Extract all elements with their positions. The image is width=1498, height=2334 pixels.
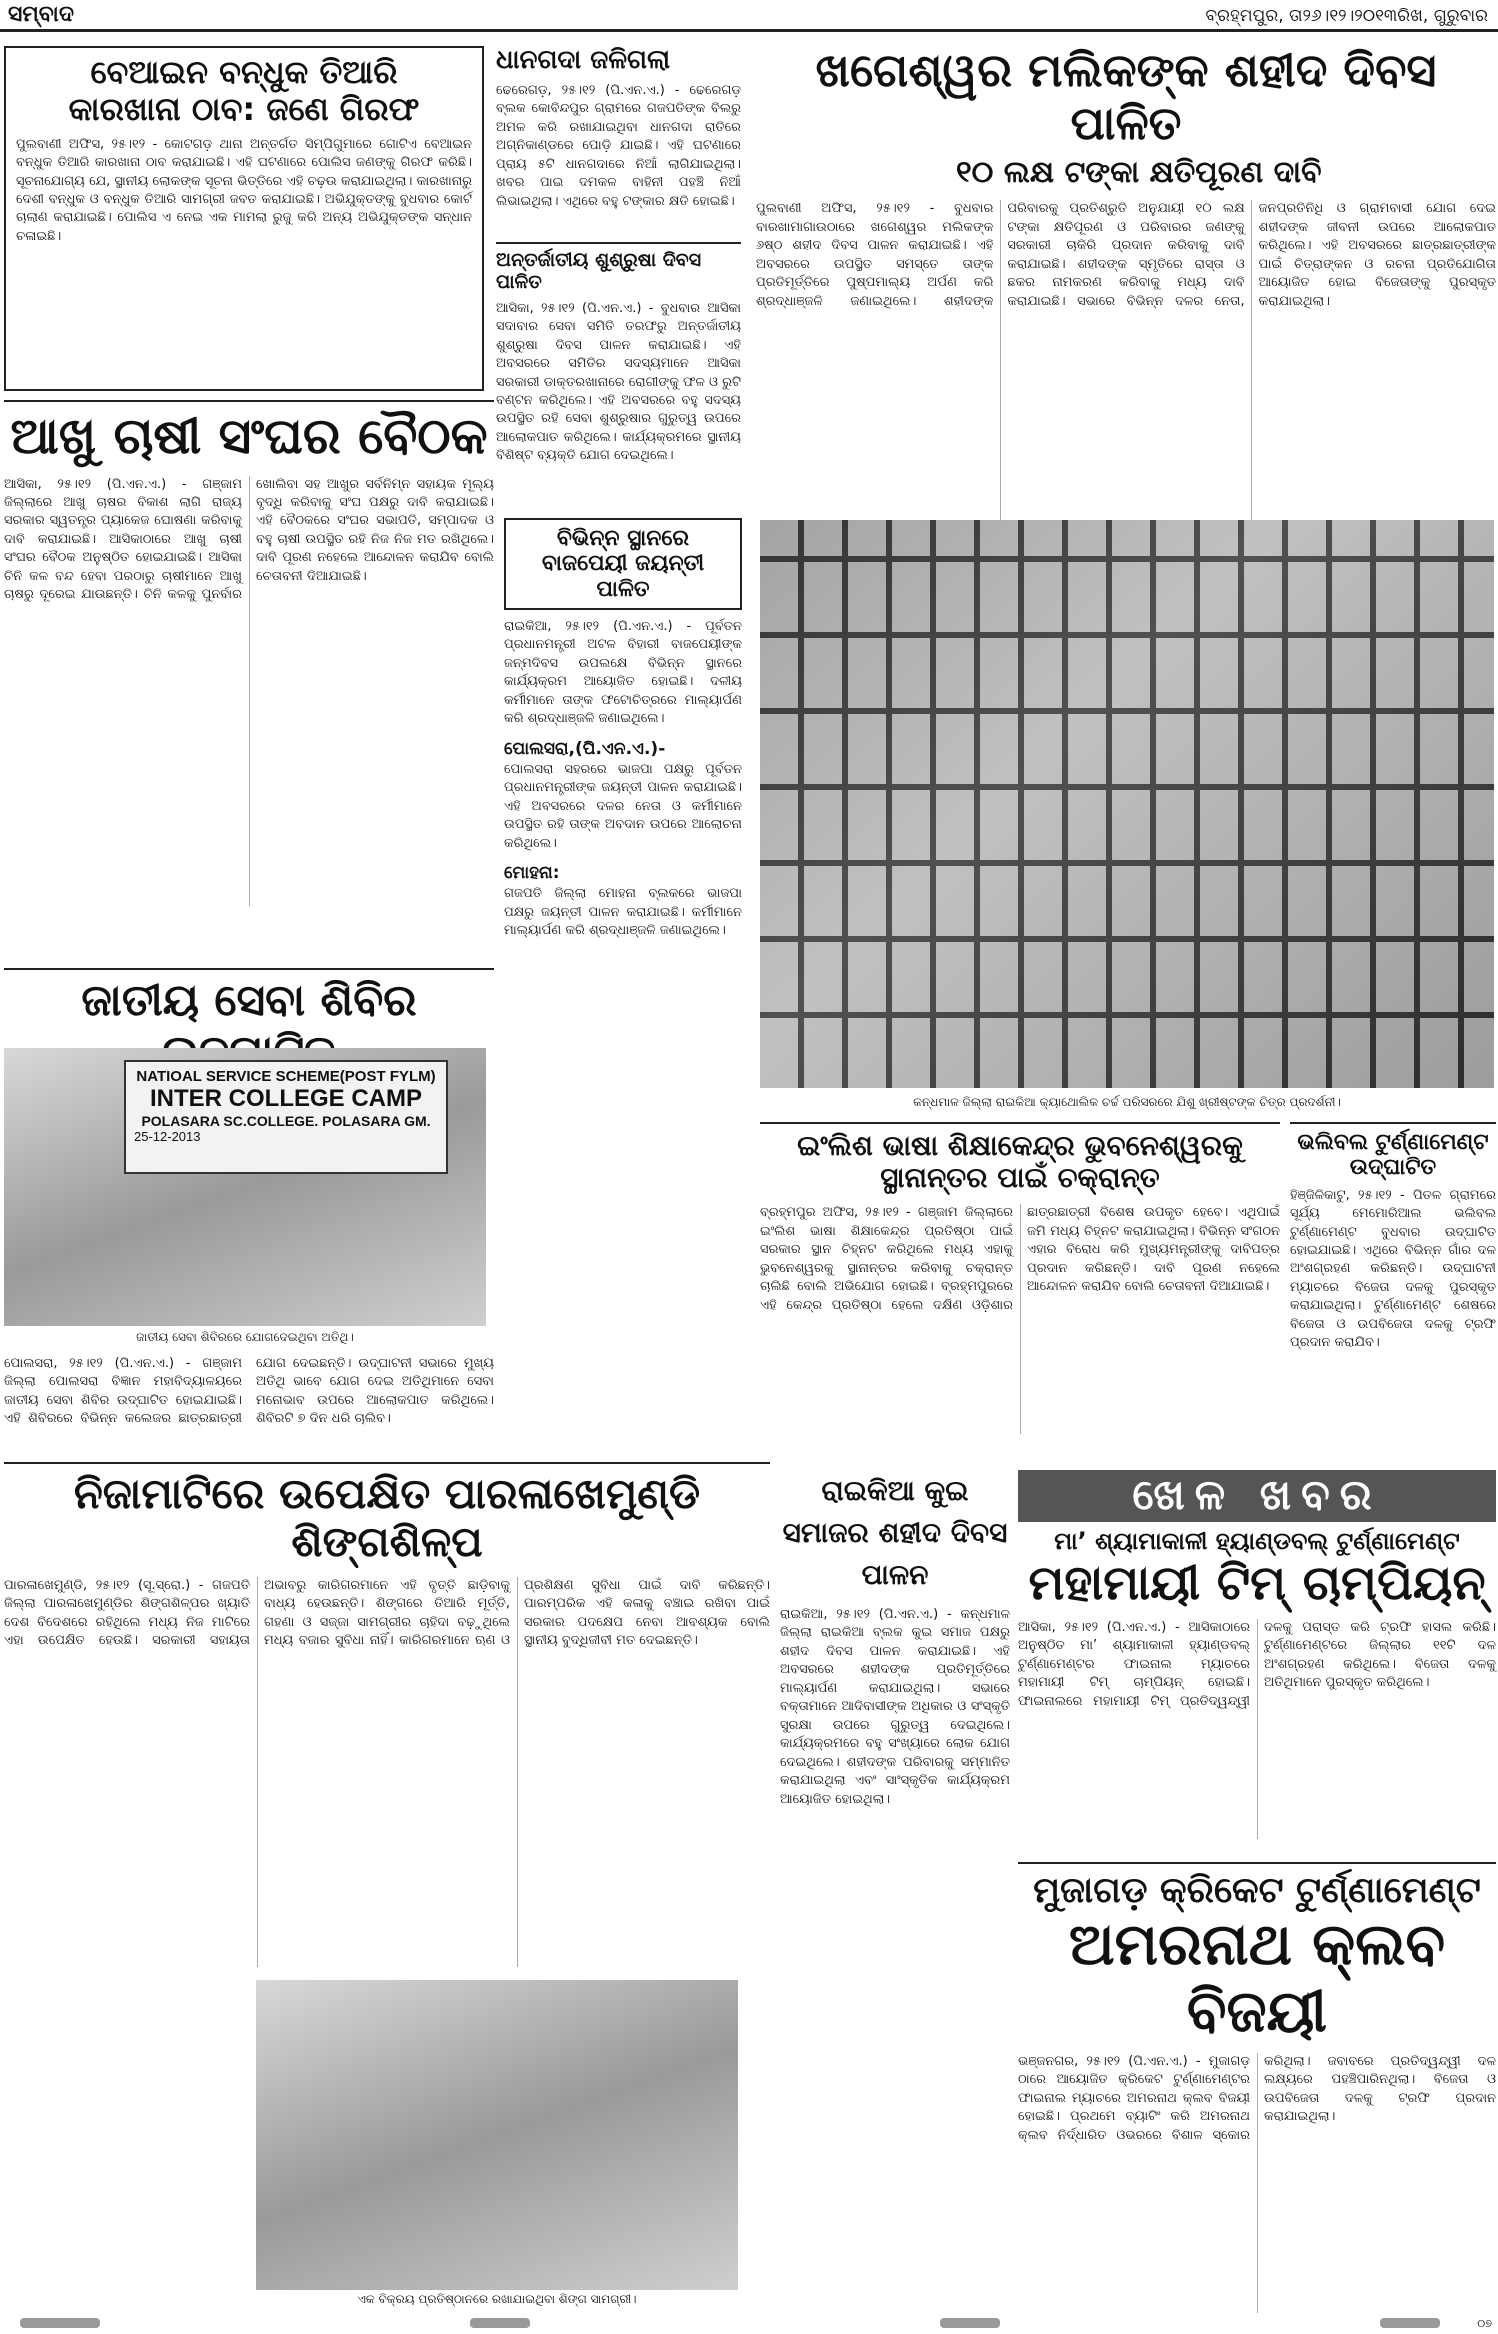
article-khageswar — [756, 44, 1496, 514]
headline: ଖଗେଶ୍ୱର ମଲିକଙ୍କ ଶହୀଦ ଦିବସ ପାଳିତ — [815, 43, 1437, 150]
footer-ornament — [470, 2318, 530, 2328]
headline: ଜାତୀୟ ସେବା ଶିବିର — [81, 975, 417, 1026]
banner-line: INTER COLLEGE CAMP — [149, 1085, 422, 1112]
photo-horn-craft — [256, 1980, 738, 2290]
article-body: ରାଇକିଆ, ୨୫।୧୨ (ପି.ଏନ.ଏ.) - ପୂର୍ବତନ ପ୍ରଧାନମନ୍ତ୍ରୀ ଅଟଳ ବିହାରୀ ବାଜପେୟୀଙ୍କ ଜନ୍ମଦିବସ ଉପଲକ୍ଷେ ବିଭିନ୍ନ ସ୍ଥାନରେ କାର୍ଯ୍ୟକ୍ରମ ଆୟୋଜିତ ହୋଇଛି। ଦଳୀୟ କର୍ମୀମାନେ ତାଙ୍କ ଫଟୋଚିତ୍ରରେ ମାଲ୍ୟାର୍ପଣ କରି ଶ୍ରଦ୍ଧାଞ୍ଜଳି ଜଣାଇଥିଲେ। — [504, 618, 742, 727]
article-body: ପୋଲସରା ସହରରେ ଭାଜପା ପକ୍ଷରୁ ପୂର୍ବତନ ପ୍ରଧାନମନ୍ତ୍ରୀଙ୍କ ଜୟନ୍ତୀ ପାଳନ କରାଯାଇଛି। ଏହି ଅବସରରେ ଦଳର ନେତା ଓ କର୍ମୀମାନେ ଉପସ୍ଥିତ ରହି ତାଙ୍କ ଅବଦାନ ଉପରେ ଆଲୋଚନା କରିଥିଲେ। — [504, 761, 742, 851]
headline: ଆଖୁ ଚାଷୀ ସଂଘର ବୈଠକ — [10, 407, 488, 465]
sports-kicker: ଖେଳ ଖବର — [1018, 1470, 1496, 1522]
headline: ଅମରନାଥ କ୍ଲବ ବିଜୟୀ — [1068, 1910, 1446, 2046]
article-cricket — [1018, 1862, 1496, 2312]
photo-caption: ଜାତୀୟ ସେବା ଶିବିରରେ ଯୋଗଦେଇଥିବା ଅତିଥି। — [136, 1330, 354, 1344]
article-body: ଭଞ୍ଜନଗର, ୨୫।୧୨ (ପି.ଏନ.ଏ.) - ମୁଜାଗଡ଼ ଠାରେ ଆୟୋଜିତ କ୍ରିକେଟ ଟୁର୍ଣ୍ଣାମେଣ୍ଟର ଫାଇନାଲ ମ୍ୟାଚରେ ଅମରନାଥ କ୍ଲବ ବିଜୟୀ ହୋଇଛି। ପ୍ରଥମେ ବ୍ୟାଟିଂ କରି ଅମରନାଥ କ୍ଲବ ନିର୍ଦ୍ଧାରିତ ଓଭରରେ ବିଶାଳ ସ୍କୋର କରିଥିଲା। ଜବାବରେ ପ୍ରତିଦ୍ୱନ୍ଦ୍ୱୀ ଦଳ ଲକ୍ଷ୍ୟରେ ପହଞ୍ଚିପାରିନଥିଲା। ବିଜେତା ଓ ଉପବିଜେତା ଦଳକୁ ଟ୍ରଫି ପ୍ରଦାନ କରାଯାଇଥିଲା। — [1018, 2053, 1496, 2143]
article-volleyball — [1290, 1122, 1496, 1457]
page-number: ୦୭ — [1477, 2317, 1492, 2330]
article-nursing-day — [496, 242, 741, 532]
article-body: ଗଜପତି ଜିଲ୍ଲା ମୋହନା ବ୍ଲକରେ ଭାଜପା ପକ୍ଷରୁ ଜୟନ୍ତୀ ପାଳନ କରାଯାଇଛି। କର୍ମୀମାନେ ମାଲ୍ୟାର୍ପଣ କରି ଶ୍ରଦ୍ଧାଞ୍ଜଳି ଜଣାଇଥିଲେ। — [504, 886, 742, 939]
drawings-on-wall — [760, 520, 1494, 1088]
page-header — [0, 0, 1498, 32]
paper-name: ସମ୍ବାଦ — [8, 2, 74, 27]
footer-ornament — [20, 2318, 100, 2328]
footer-ornament — [1380, 2318, 1440, 2328]
article-body: ଆସିକା, ୨୫।୧୨ (ପି.ଏନ.ଏ.) - ବୁଧବାର ଆସିକା ସଦାବାର ସେବା ସମିତି ତରଫରୁ ଅନ୍ତର୍ଜାତୀୟ ଶୁଶ୍ରୁଷା ଦିବସ ପାଳନ କରାଯାଇଛି। ଏହି ଅବସରରେ ସମିତିର ସଦସ୍ୟମାନେ ଆସିକା ସରକାରୀ ଡାକ୍ତରଖାନାରେ ରୋଗୀଙ୍କୁ ଫଳ ଓ ରୁଟି ବଣ୍ଟନ କରିଥିଲେ। ଏହି ଅବସରରେ ବହୁ ସଦସ୍ୟ ଉପସ୍ଥିତ ରହି ସେବା ଶୁଶ୍ରୁଷାର ଗୁରୁତ୍ୱ ଉପରେ ଆଲୋକପାତ କରିଥିଲେ। କାର୍ଯ୍ୟକ୍ରମରେ ସ୍ଥାନୀୟ ବିଶିଷ୍ଟ ବ୍ୟକ୍ତି ଯୋଗ ଦେଇଥିଲେ। — [496, 300, 741, 464]
article-body: ପାରଳାଖେମୁଣ୍ଡି, ୨୫।୧୨ (ସୂ.ସ୍ରୋ.) - ଗଜପତି ଜିଲ୍ଲା ପାରଳାଖେମୁଣ୍ଡିର ଶିଙ୍ଗଶିଳ୍ପର ଖ୍ୟାତି ଦେଶ ବିଦେଶରେ ରହିଥିଲେ ମଧ୍ୟ ନିଜ ମାଟିରେ ଏହା ଉପେକ୍ଷିତ ହେଉଛି। ସରକାରୀ ସହାୟତା ଅଭାବରୁ କାରିଗରମାନେ ଏହି ବୃତ୍ତି ଛାଡ଼ିବାକୁ ବାଧ୍ୟ ହେଉଛନ୍ତି। ଶିଙ୍ଗରେ ତିଆରି ମୂର୍ତ୍ତି, ଗହଣା ଓ ସଜ୍ଜା ସାମଗ୍ରୀର ଚାହିଦା ବଢ଼ୁଥିଲେ ମଧ୍ୟ ବଜାର ସୁବିଧା ନାହିଁ। କାରିଗରମାନେ ଋଣ ଓ ପ୍ରଶିକ୍ଷଣ ସୁବିଧା ପାଇଁ ଦାବି କରିଛନ୍ତି। ପାରମ୍ପରିକ ଏହି କଳାକୁ ବଞ୍ଚାଇ ରଖିବା ପାଇଁ ସରକାର ପଦକ୍ଷେପ ନେବା ଆବଶ୍ୟକ ବୋଲି ସ୍ଥାନୀୟ ବୁଦ୍ଧିଜୀବୀ ମତ ଦେଇଛନ୍ତି। — [4, 1577, 770, 1648]
article-handball — [1018, 1528, 1496, 1858]
article-body: ପୁଲବାଣୀ ଅଫିସ, ୨୫।୧୨ - କୋଟଗଡ଼ ଥାନା ଅନ୍ତର୍ଗତ ସିମ୍‌ପିଗୁମାରେ ଗୋଟିଏ ବେଆଇନ ବନ୍ଧୁକ ତିଆରି କାରଖାନା ଠାବ କରାଯାଇଛି। ଏହି ଘଟଣାରେ ପୋଲିସ ଜଣଙ୍କୁ ଗିରଫ କରିଛି। ସୂଚନାଯୋଗ୍ୟ ଯେ, ସ୍ଥାନୀୟ ଲୋକଙ୍କ ସୂଚନା ଭିତ୍ତିରେ ଏହି ଚଢ଼ଉ କରାଯାଇଥିଲା। କାରଖାନାରୁ ଦେଶୀ ବନ୍ଧୁକ ଓ ବନ୍ଧୁକ ତିଆରି ସାମଗ୍ରୀ ଜବତ କରାଯାଇଛି। ଅଭିଯୁକ୍ତଙ୍କୁ ବୁଧବାର କୋର୍ଟ ଚାଲାଣ କରାଯାଇଛି। ପୋଲିସ ଏ ନେଇ ଏକ ମାମଲା ରୁଜୁ କରି ଅନ୍ୟ ଅଭିଯୁକ୍ତଙ୍କ ସନ୍ଧାନ ଚଳାଇଛି। — [16, 136, 472, 244]
article-dhanagada — [496, 46, 741, 236]
article-nss-headline — [4, 968, 494, 1044]
article-body: ଆସିକା, ୨୫।୧୨ (ପି.ଏନ.ଏ.) - ଆସିକାଠାରେ ଅନୁଷ୍ଠିତ ମା’ ଶ୍ୟାମାକାଳୀ ହ୍ୟାଣ୍ଡବଲ୍ ଟୁର୍ଣ୍ଣାମେଣ୍ଟର ଫାଇନାଲ ମ୍ୟାଚରେ ମହାମାୟୀ ଟିମ୍ ଚାମ୍ପିୟନ୍ ହୋଇଛି। ଫାଇନାଲରେ ମହାମାୟୀ ଟିମ୍ ପ୍ରତିଦ୍ୱନ୍ଦ୍ୱୀ ଦଳକୁ ପରାସ୍ତ କରି ଟ୍ରଫି ହାସଲ କରିଛି। ଟୁର୍ଣ୍ଣାମେଣ୍ଟରେ ଜିଲ୍ଲାର ୧୧ଟି ଦଳ ଅଂଶଗ୍ରହଣ କରିଥିଲେ। ବିଜେତା ଦଳକୁ ଅତିଥିମାନେ ପୁରସ୍କୃତ କରିଥିଲେ। — [1018, 1619, 1496, 1709]
dateline: ପୋଲସରା,(ପି.ଏନ.ଏ.)- — [504, 738, 666, 759]
sub-headline: ମା’ ଶ୍ୟାମାକାଳୀ ହ୍ୟାଣ୍ଡବଲ୍ ଟୁର୍ଣ୍ଣାମେଣ୍ଟ — [1054, 1527, 1460, 1555]
banner-date: 25-12-2013 — [134, 1129, 201, 1144]
issue-date: ବ୍ରହ୍ମପୁର, ତା୨୬।୧୨।୨୦୧୩ରିଖ, ଗୁରୁବାର — [1205, 6, 1488, 26]
photo-caption: ଏକ ବିକ୍ରୟ ପ୍ରତିଷ୍ଠାନରେ ରଖାଯାଇଥିବା ଶିଙ୍ଗ ସାମଗ୍ରୀ। — [357, 2292, 637, 2306]
article-english-centre — [760, 1122, 1280, 1457]
article-raikia — [780, 1470, 1010, 2312]
photo-nss-camp — [4, 1048, 486, 1326]
headline: ନିଜାମାଟିରେ ଉପେକ୍ଷିତ ପାରଳାଖେମୁଣ୍ଡି ଶିଙ୍ଗଶିଳ୍ପ — [73, 1469, 701, 1567]
headline: ଧାନଗଦା ଜଳିଗଲା — [496, 45, 671, 75]
article-body: ପୋଲସରା, ୨୫।୧୨ (ପି.ଏନ.ଏ.) - ଗଞ୍ଜାମ ଜିଲ୍ଲା ପୋଲସରା ବିଜ୍ଞାନ ମହାବିଦ୍ୟାଳୟରେ ଜାତୀୟ ସେବା ଶିବିର ଉଦ୍‌ଘାଟିତ ହୋଇଯାଇଛି। ଏହି ଶିବିରରେ ବିଭିନ୍ନ କଲେଜର ଛାତ୍ରଛାତ୍ରୀ ଯୋଗ ଦେଇଛନ୍ତି। ଉଦ୍‌ଘାଟନୀ ସଭାରେ ମୁଖ୍ୟ ଅତିଥି ଭାବେ ଯୋଗ ଦେଇ ଅତିଥିମାନେ ସେବା ମନୋଭାବ ଉପରେ ଆଲୋକପାତ କରିଥିଲେ। ଶିବିରଟି ୭ ଦିନ ଧରି ଚାଲିବ। — [4, 1356, 494, 1427]
article-body: ବ୍ରହ୍ମପୁର ଅଫିସ, ୨୫।୧୨ - ଗଞ୍ଜାମ ଜିଲ୍ଲାରେ ଇଂଲିଶ ଭାଷା ଶିକ୍ଷାକେନ୍ଦ୍ର ପ୍ରତିଷ୍ଠା ପାଇଁ ସରକାର ସ୍ଥାନ ଚିହ୍ନଟ କରିଥିଲେ ମଧ୍ୟ ଏହାକୁ ଭୁବନେଶ୍ୱରକୁ ସ୍ଥାନାନ୍ତର କରିବାକୁ ଚକ୍ରାନ୍ତ ଚାଲିଛି ବୋଲି ଅଭିଯୋଗ ହୋଇଛି। ବ୍ରହ୍ମପୁରରେ ଏହି କେନ୍ଦ୍ର ପ୍ରତିଷ୍ଠା ହେଲେ ଦକ୍ଷିଣ ଓଡ଼ିଶାର ଛାତ୍ରଛାତ୍ରୀ ବିଶେଷ ଉପକୃତ ହେବେ। ଏଥିପାଇଁ ଜମି ମଧ୍ୟ ଚିହ୍ନଟ କରାଯାଇଥିଲା। ବିଭିନ୍ନ ସଂଗଠନ ଏହାର ବିରୋଧ କରି ମୁଖ୍ୟମନ୍ତ୍ରୀଙ୍କୁ ଦାବିପତ୍ର ପ୍ରଦାନ କରିଛନ୍ତି। ଦାବି ପୂରଣ ନହେଲେ ଆନ୍ଦୋଳନ କରାଯିବ ବୋଲି ଚେତାବନୀ ଦିଆଯାଇଛି। — [760, 1205, 1280, 1313]
subheadline: ୧୦ ଲକ୍ଷ ଟଙ୍କା କ୍ଷତିପୂରଣ ଦାବି — [956, 154, 1322, 190]
headline: ରାଇକିଆ କୁଇ ସମାଜର ଶହୀଦ ଦିବସ ପାଳନ — [782, 1474, 1008, 1591]
headline: ମହାମାୟୀ ଟିମ୍ ଚାମ୍ପିୟନ୍ — [1028, 1554, 1486, 1611]
headline: ବେଆଇନ ବନ୍ଧୁକ ତିଆରି — [90, 53, 398, 91]
article-body: ଢେରେଗଡ଼, ୨୫।୧୨ (ପି.ଏନ.ଏ.) - ଢେରେଗଡ଼ ବ୍ଲକ କୋବିନ୍ଦପୁର ଗ୍ରାମରେ ଗଜପତିଙ୍କ ବିଲରୁ ଅମଳ କରି ରଖାଯାଇଥିବା ଧାନଗଦା ରାତିରେ ଅଗ୍ନିକାଣ୍ଡରେ ପୋଡ଼ି ଯାଇଛି। ଏହି ଘଟଣାରେ ପ୍ରାୟ ୫ଟି ଧାନଗଦାରେ ନିଆଁ ଲାଗିଯାଇଥିଲା। ଖବର ପାଇ ଦମକଳ ବାହିନୀ ପହଞ୍ଚି ନିଆଁ ଲିଭାଇଥିଲା। ଏଥିରେ ବହୁ ଟଙ୍କାର କ୍ଷତି ହୋଇଛି। — [496, 82, 741, 209]
photo-caption: କନ୍ଧମାଳ ଜିଲ୍ଲା ରାଇକିଆ କ୍ୟାଥୋଲିକ ଚର୍ଚ୍ଚ ପରିସରରେ ଯିଶୁ ଖ୍ରୀଷ୍ଟଙ୍କ ଚିତ୍ର ପ୍ରଦର୍ଶନୀ। — [913, 1095, 1341, 1109]
article-gun-factory — [4, 46, 484, 391]
headline: କାରଖାନା ଠାବ: ଜଣେ ଗିରଫ — [68, 89, 420, 128]
footer-ornament — [940, 2318, 1000, 2328]
article-body: ହିଞ୍ଜିଳିକାଟୁ, ୨୫।୧୨ - ପିତଳ ଗ୍ରାମରେ ସୂର୍ଯ୍ୟ ମେମୋରିଆଲ ଭଲିବଲ ଟୁର୍ଣ୍ଣାମେଣ୍ଟ ବୁଧବାର ଉଦ୍‌ଘାଟିତ ହୋଇଯାଇଛି। ଏଥିରେ ବିଭିନ୍ନ ଗାଁର ଦଳ ଅଂଶଗ୍ରହଣ କରିଛନ୍ତି। ଉଦ୍‌ଘାଟନୀ ମ୍ୟାଚରେ ବିଜେତା ଦଳକୁ ପୁରସ୍କୃତ କରାଯାଇଥିଲା। ଟୁର୍ଣ୍ଣାମେଣ୍ଟ ଶେଷରେ ବିଜେତା ଓ ଉପବିଜେତା ଦଳକୁ ଟ୍ରଫି ପ୍ରଦାନ କରାଯିବ। — [1290, 1187, 1496, 1351]
article-body: ରାଇକିଆ, ୨୫।୧୨ (ପି.ଏନ.ଏ.) - କନ୍ଧମାଳ ଜିଲ୍ଲା ରାଇକିଆ ବ୍ଲକ କୁଇ ସମାଜ ପକ୍ଷରୁ ଶହୀଦ ଦିବସ ପାଳନ କରାଯାଇଛି। ଏହି ଅବସରରେ ଶହୀଦଙ୍କ ପ୍ରତିମୂର୍ତ୍ତିରେ ମାଲ୍ୟାର୍ପଣ କରାଯାଇଥିଲା। ସଭାରେ ବକ୍ତାମାନେ ଆଦିବାସୀଙ୍କ ଅଧିକାର ଓ ସଂସ୍କୃତି ସୁରକ୍ଷା ଉପରେ ଗୁରୁତ୍ୱ ଦେଇଥିଲେ। କାର୍ଯ୍ୟକ୍ରମରେ ବହୁ ସଂଖ୍ୟାରେ ଲୋକ ଯୋଗ ଦେଇଥିଲେ। ଶହୀଦଙ୍କ ପରିବାରକୁ ସମ୍ମାନିତ କରାଯାଇଥିଲା ଏବଂ ସାଂସ୍କୃତିକ କାର୍ଯ୍ୟକ୍ରମ ଆୟୋଜିତ ହୋଇଥିଲା। — [780, 1607, 1010, 1807]
camp-banner — [124, 1060, 448, 1174]
dateline: ମୋହନା: — [504, 863, 560, 883]
headline: ବିଭିନ୍ନ ସ୍ଥାନରେ ବାଜପେୟୀ ଜୟନ୍ତୀ ପାଳିତ — [504, 518, 742, 610]
article-body: ପୁଲବାଣୀ ଅଫିସ, ୨୫।୧୨ - ବୁଧବାର ବାରଖାମାଗାଉଠାରେ ଖଗେଶ୍ୱର ମଲିକଙ୍କ ୬ଷ୍ଠ ଶହୀଦ ଦିବସ ପାଳନ କରାଯାଇଛି। ଏହି ଅବସରରେ ଉପସ୍ଥିତ ସମସ୍ତେ ତାଙ୍କ ପ୍ରତିମୂର୍ତ୍ତିରେ ପୁଷ୍ପମାଲ୍ୟ ଅର୍ପଣ କରି ଶ୍ରଦ୍ଧାଞ୍ଜଳି ଜଣାଇଥିଲେ। ଶହୀଦଙ୍କ ପରିବାରକୁ ପ୍ରତିଶ୍ରୁତି ଅନୁଯାୟୀ ୧୦ ଲକ୍ଷ ଟଙ୍କା କ୍ଷତିପୂରଣ ଓ ପରିବାରର ଜଣଙ୍କୁ ସରକାରୀ ଚାକିରି ପ୍ରଦାନ କରିବାକୁ ଦାବି କରାଯାଇଛି। ଶହୀଦଙ୍କ ସ୍ମୃତିରେ ରାସ୍ତା ଓ ଛକର ନାମକରଣ କରିବାକୁ ମଧ୍ୟ ଦାବି କରାଯାଇଛି। ସଭାରେ ବିଭିନ୍ନ ଦଳର ନେତା, ଜନପ୍ରତିନିଧି ଓ ଗ୍ରାମବାସୀ ଯୋଗ ଦେଇ ଶହୀଦଙ୍କ ଜୀବନୀ ଉପରେ ଆଲୋକପାତ କରିଥିଲେ। ଏହି ଅବସରରେ ଛାତ୍ରଛାତ୍ରୀଙ୍କ ପାଇଁ ଚିତ୍ରାଙ୍କନ ଓ ରଚନା ପ୍ରତିଯୋଗିତା ଆୟୋଜିତ ହୋଇ ବିଜେତାଙ୍କୁ ପୁରସ୍କୃତ କରାଯାଇଥିଲା। — [756, 201, 1496, 309]
article-body: ଆସିକା, ୨୫।୧୨ (ପି.ଏନ.ଏ.) - ଗଞ୍ଜାମ ଜିଲ୍ଲାରେ ଆଖୁ ଚାଷର ବିକାଶ ଲାଗି ରାଜ୍ୟ ସରକାର ସ୍ୱତନ୍ତ୍ର ପ୍ୟାକେଜ ଘୋଷଣା କରିବାକୁ ଦାବି କରାଯାଇଛି। ଆସିକାଠାରେ ଆଖୁ ଚାଷୀ ସଂଘର ବୈଠକ ଅନୁଷ୍ଠିତ ହୋଇଯାଇଛି। ଆସିକା ଚିନି କଳ ବନ୍ଦ ହେବା ପରଠାରୁ ଚାଷୀମାନେ ଆଖୁ ଚାଷରୁ ଦୂରେଇ ଯାଉଛନ୍ତି। ଚିନି କଳକୁ ପୁନର୍ବାର ଖୋଲିବା ସହ ଆଖୁର ସର୍ବନିମ୍ନ ସହାୟକ ମୂଲ୍ୟ ବୃଦ୍ଧି କରିବାକୁ ସଂଘ ପକ୍ଷରୁ ଦାବି କରାଯାଇଛି। ଏହି ବୈଠକରେ ସଂଘର ସଭାପତି, ସମ୍ପାଦକ ଓ ବହୁ ଚାଷୀ ଉପସ୍ଥିତ ରହି ନିଜ ନିଜ ମତ ରଖିଥିଲେ। ଦାବି ପୂରଣ ନହେଲେ ଆନ୍ଦୋଳନ କରାଯିବ ବୋଲି ଚେତାବନୀ ଦିଆଯାଇଛି। — [4, 476, 494, 603]
headline: ଅନ୍ତର୍ଜାତୀୟ ଶୁଶ୍ରୁଷା ଦିବସ ପାଳିତ — [496, 249, 702, 293]
banner-line: NATIOAL SERVICE SCHEME(POST FYLM) — [136, 1068, 436, 1085]
article-sugarcane — [4, 400, 494, 960]
headline: ଭଲିବଲ ଟୁର୍ଣ୍ଣାମେଣ୍ଟ ଉଦ୍‌ଘାଟିତ — [1297, 1130, 1489, 1181]
sub-headline: ମୁଜାଗଡ଼ କ୍ରିକେଟ ଟୁର୍ଣ୍ଣାମେଣ୍ଟ — [1033, 1870, 1481, 1911]
photo-art-exhibition — [760, 520, 1494, 1088]
headline: ଇଂଲିଶ ଭାଷା ଶିକ୍ଷାକେନ୍ଦ୍ର ଭୁବନେଶ୍ୱରକୁ ସ୍ଥାନାନ୍ତର ପାଇଁ ଚକ୍ରାନ୍ତ — [797, 1129, 1243, 1195]
banner-line: POLASARA SC.COLLEGE. POLASARA GM. — [141, 1113, 431, 1129]
article-vajpayee — [504, 518, 742, 1453]
footer-bar — [0, 2316, 1498, 2334]
